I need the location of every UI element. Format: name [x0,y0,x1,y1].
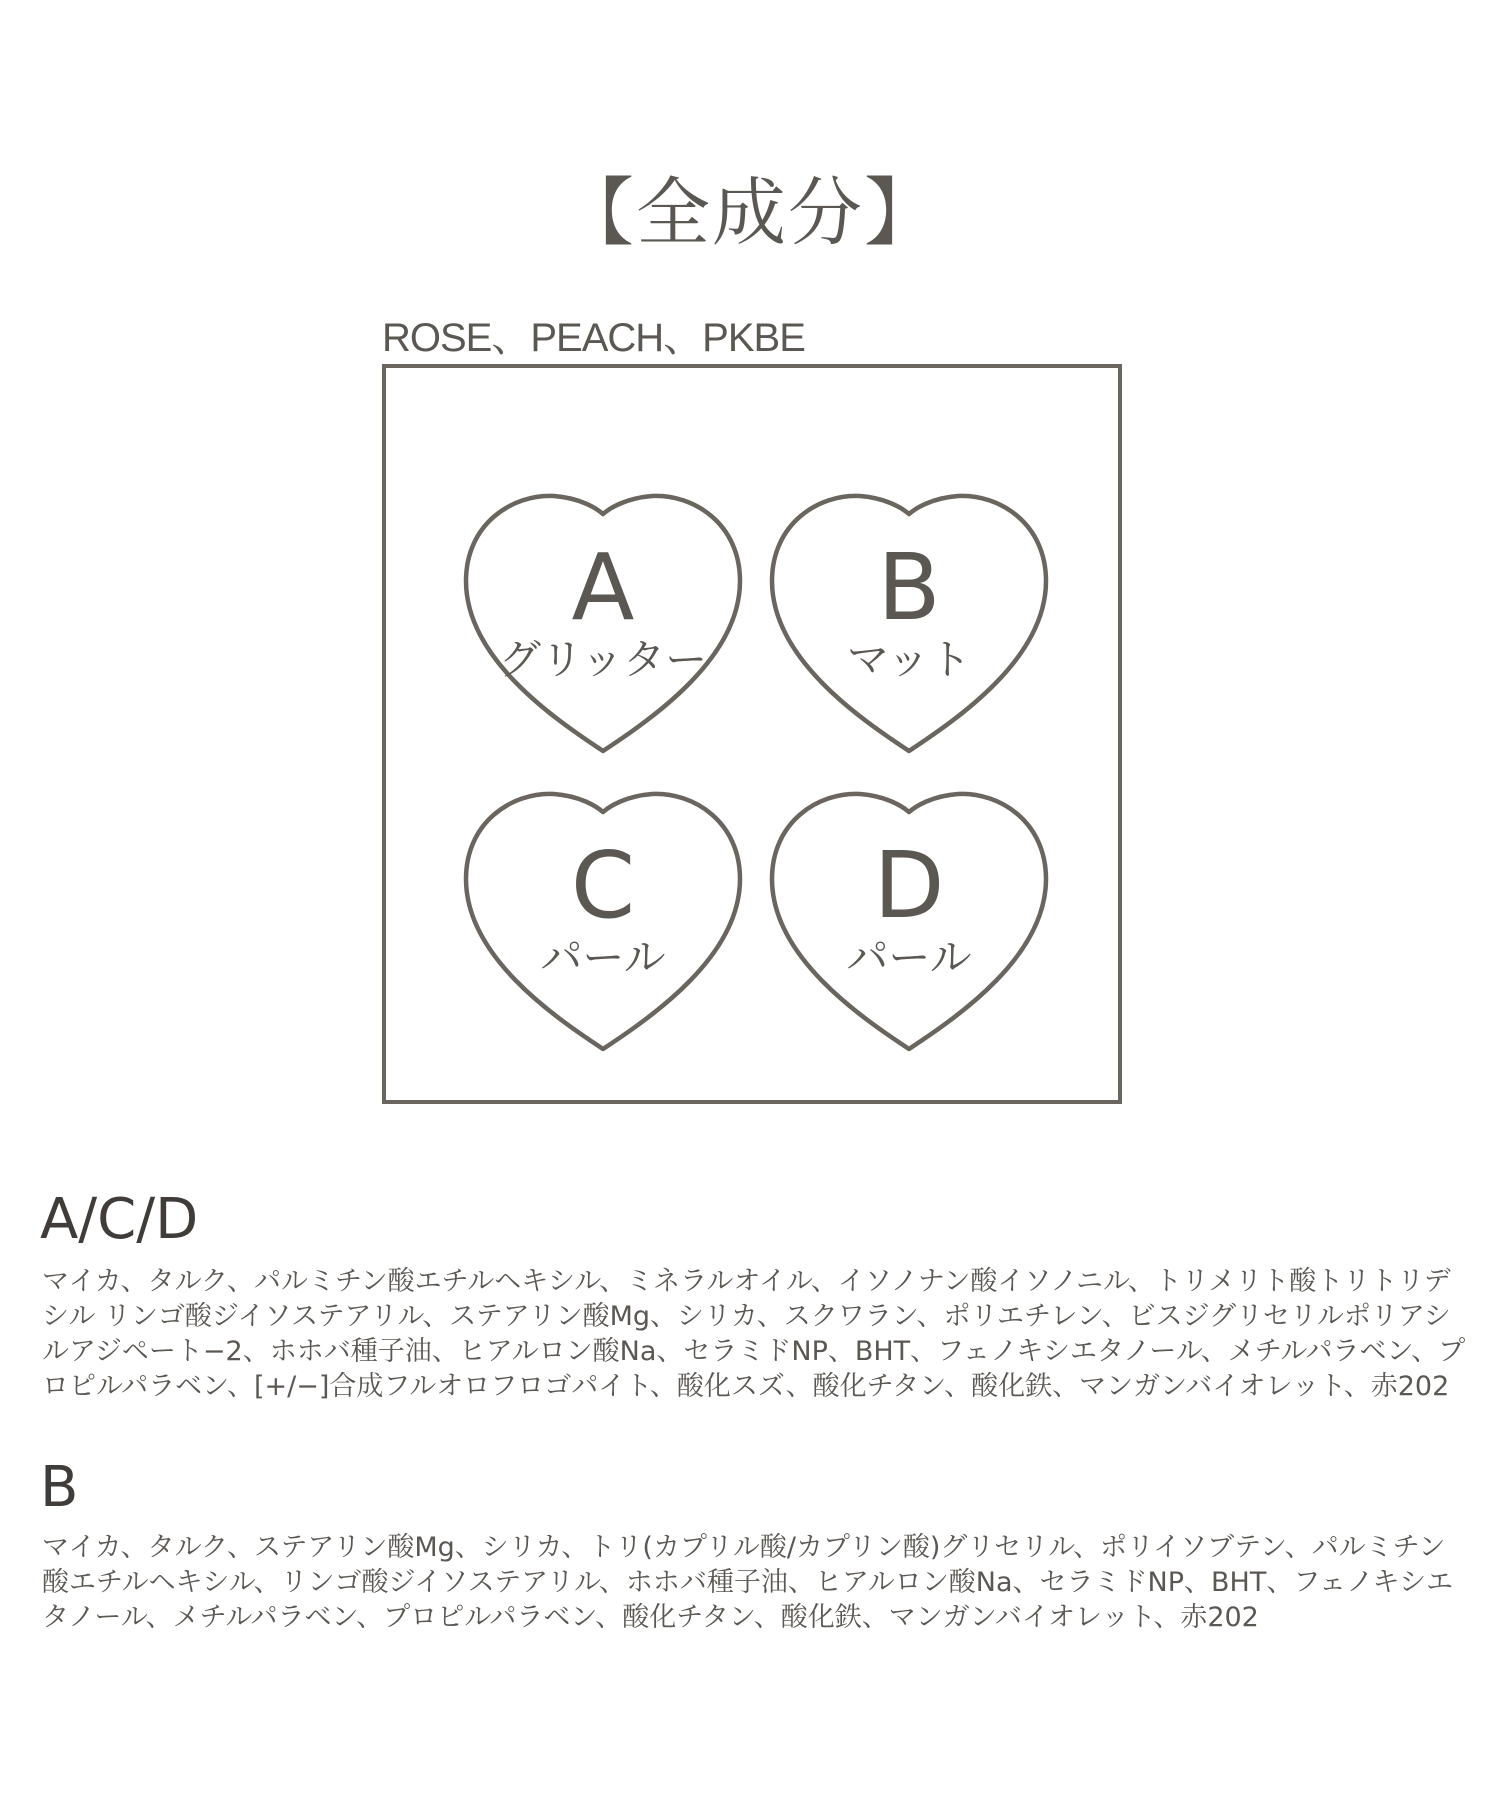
palette-diagram [382,364,1122,1104]
heart-pan-b [764,486,1054,756]
pan-finish-type: マット [846,635,972,684]
pan-letter: B [877,534,941,641]
heart-pan-d [764,784,1054,1054]
pan-finish-type: パール [540,933,666,982]
pan-letter: A [571,534,635,641]
section-heading-acd: A/C/D [40,1187,199,1252]
heart-pan-a [458,486,748,756]
heart-pan-c [458,784,748,1054]
section-heading-b: B [40,1455,79,1520]
page-title: 【全成分】 [560,170,940,256]
pan-letter: C [570,832,636,939]
ingredient-list-acd: マイカ、タルク、パルミチン酸エチルヘキシル、ミネラルオイル、イソノナン酸イソノニル、トリメリト酸トリトリデシル リンゴ酸ジイソステアリル、ステアリン酸Mg、シリカ、スクワラン、ポリエチレン、ビスジグリセリルポリアシルアジペート−2、ホホバ種子油、ヒアルロン酸Na、セラミドNP、BHT、フェノキシエタノール、メチルパラベン、プロピルパラベン、[+/−]合成フルオロフロゴパイト、酸化スズ、酸化チタン、酸化鉄、マンガンバイオレット、赤202 [42,1266,1466,1402]
ingredient-list-b: マイカ、タルク、ステアリン酸Mg、シリカ、トリ(カプリル酸/カプリン酸)グリセリル、ポリイソブテン、パルミチン酸エチルヘキシル、リンゴ酸ジイソステアリル、ホホバ種子油、ヒアルロン酸Na、セラミドNP、BHT、フェノキシエタノール、メチルパラベン、プロピルパラベン、酸化チタン、酸化鉄、マンガンバイオレット、赤202 [42,1532,1454,1633]
pan-finish-type: グリッター [498,635,708,684]
pan-finish-type: パール [846,933,972,982]
variant-label: ROSE、PEACH、PKBE [382,316,805,360]
pan-letter: D [873,832,945,939]
